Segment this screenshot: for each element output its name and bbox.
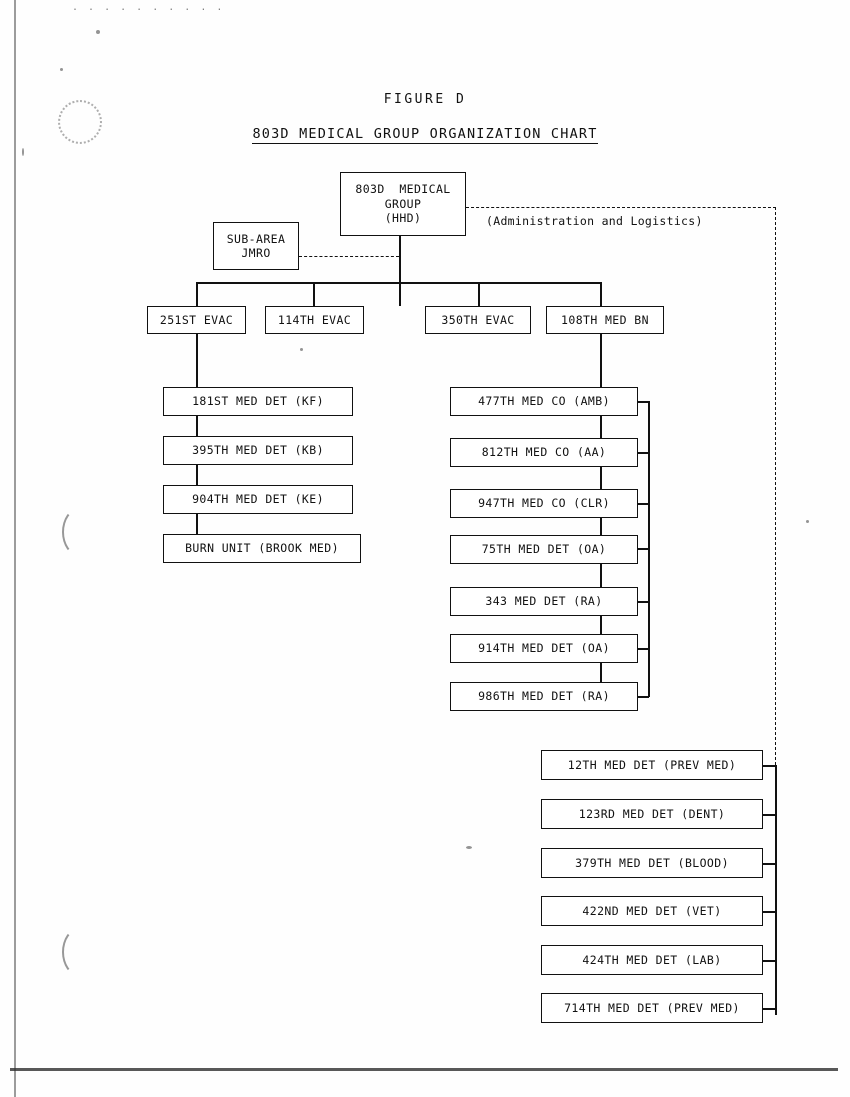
connector-level2-bus bbox=[196, 282, 601, 284]
scan-speck bbox=[806, 520, 809, 523]
node-812th-med-co-aa[interactable]: 812TH MED CO (AA) bbox=[450, 438, 638, 467]
node-986th-med-det-ra[interactable]: 986TH MED DET (RA) bbox=[450, 682, 638, 711]
connector-tick bbox=[762, 911, 776, 913]
node-379th-med-det-blood[interactable]: 379TH MED DET (BLOOD) bbox=[541, 848, 763, 878]
node-904th-med-det-ke[interactable]: 904TH MED DET (KE) bbox=[163, 485, 353, 514]
node-sub-area-jmro[interactable] bbox=[213, 222, 299, 270]
scan-speck bbox=[300, 348, 303, 351]
node-label-line1: 803D MEDICAL bbox=[355, 182, 451, 197]
connector-right-column-spine bbox=[775, 765, 777, 1015]
node-75th-med-det-oa[interactable]: 75TH MED DET (OA) bbox=[450, 535, 638, 564]
node-424th-med-det-lab[interactable]: 424TH MED DET (LAB) bbox=[541, 945, 763, 975]
connector-350th-stub bbox=[478, 282, 480, 306]
page-title-text: 803D MEDICAL GROUP ORGANIZATION CHART bbox=[252, 126, 598, 142]
scan-speck bbox=[60, 68, 63, 71]
connector-tick bbox=[762, 814, 776, 816]
node-914th-med-det-oa[interactable]: 914TH MED DET (OA) bbox=[450, 634, 638, 663]
scan-speck bbox=[22, 148, 24, 156]
node-350th-evac[interactable]: 350TH EVAC bbox=[425, 306, 531, 334]
scan-dots-artifact: . . . . . . . . . . bbox=[72, 2, 225, 13]
node-108th-med-bn[interactable]: 108TH MED BN bbox=[546, 306, 664, 334]
scan-speck bbox=[466, 846, 472, 849]
scan-speck bbox=[96, 30, 100, 34]
node-714th-med-det-prev-med[interactable]: 714TH MED DET (PREV MED) bbox=[541, 993, 763, 1023]
page-bottom-line bbox=[10, 1068, 838, 1071]
page-edge-line bbox=[14, 0, 16, 1097]
hole-punch-artifact bbox=[62, 508, 96, 556]
node-181st-med-det-kf[interactable]: 181ST MED DET (KF) bbox=[163, 387, 353, 416]
connector-108th-right-rail bbox=[648, 401, 650, 697]
node-burn-unit-brook-med[interactable]: BURN UNIT (BROOK MED) bbox=[163, 534, 361, 563]
connector-tick bbox=[762, 960, 776, 962]
node-395th-med-det-kb[interactable]: 395TH MED DET (KB) bbox=[163, 436, 353, 465]
connector-admin-dashed-horizontal bbox=[466, 207, 776, 208]
connector-root-down bbox=[399, 236, 401, 306]
node-947th-med-co-clr[interactable]: 947TH MED CO (CLR) bbox=[450, 489, 638, 518]
figure-label: FIGURE D bbox=[383, 92, 467, 107]
connector-108th-stub bbox=[600, 282, 602, 306]
connector-114th-stub bbox=[313, 282, 315, 306]
node-123rd-med-det-dent[interactable]: 123RD MED DET (DENT) bbox=[541, 799, 763, 829]
connector-admin-dashed-vertical bbox=[775, 207, 776, 765]
node-477th-med-co-amb[interactable]: 477TH MED CO (AMB) bbox=[450, 387, 638, 416]
connector-tick bbox=[762, 863, 776, 865]
connector-251st-stub bbox=[196, 282, 198, 306]
hole-punch-artifact bbox=[62, 928, 96, 976]
node-12th-med-det-prev-med[interactable]: 12TH MED DET (PREV MED) bbox=[541, 750, 763, 780]
node-803d-medical-group[interactable] bbox=[340, 172, 466, 236]
node-343-med-det-ra[interactable]: 343 MED DET (RA) bbox=[450, 587, 638, 616]
node-label-line2: JMRO bbox=[241, 246, 271, 260]
connector-tick bbox=[762, 765, 776, 767]
node-label-line3: (HHD) bbox=[384, 211, 422, 226]
node-251st-evac[interactable]: 251ST EVAC bbox=[147, 306, 246, 334]
node-422nd-med-det-vet[interactable]: 422ND MED DET (VET) bbox=[541, 896, 763, 926]
node-114th-evac[interactable]: 114TH EVAC bbox=[265, 306, 364, 334]
page-title bbox=[0, 126, 850, 142]
connector-staff-dashed bbox=[299, 256, 399, 257]
connector-tick bbox=[762, 1008, 776, 1010]
node-label-line2: GROUP bbox=[384, 196, 422, 211]
administration-logistics-note: (Administration and Logistics) bbox=[486, 214, 703, 228]
node-label-line1: SUB-AREA bbox=[226, 231, 286, 246]
